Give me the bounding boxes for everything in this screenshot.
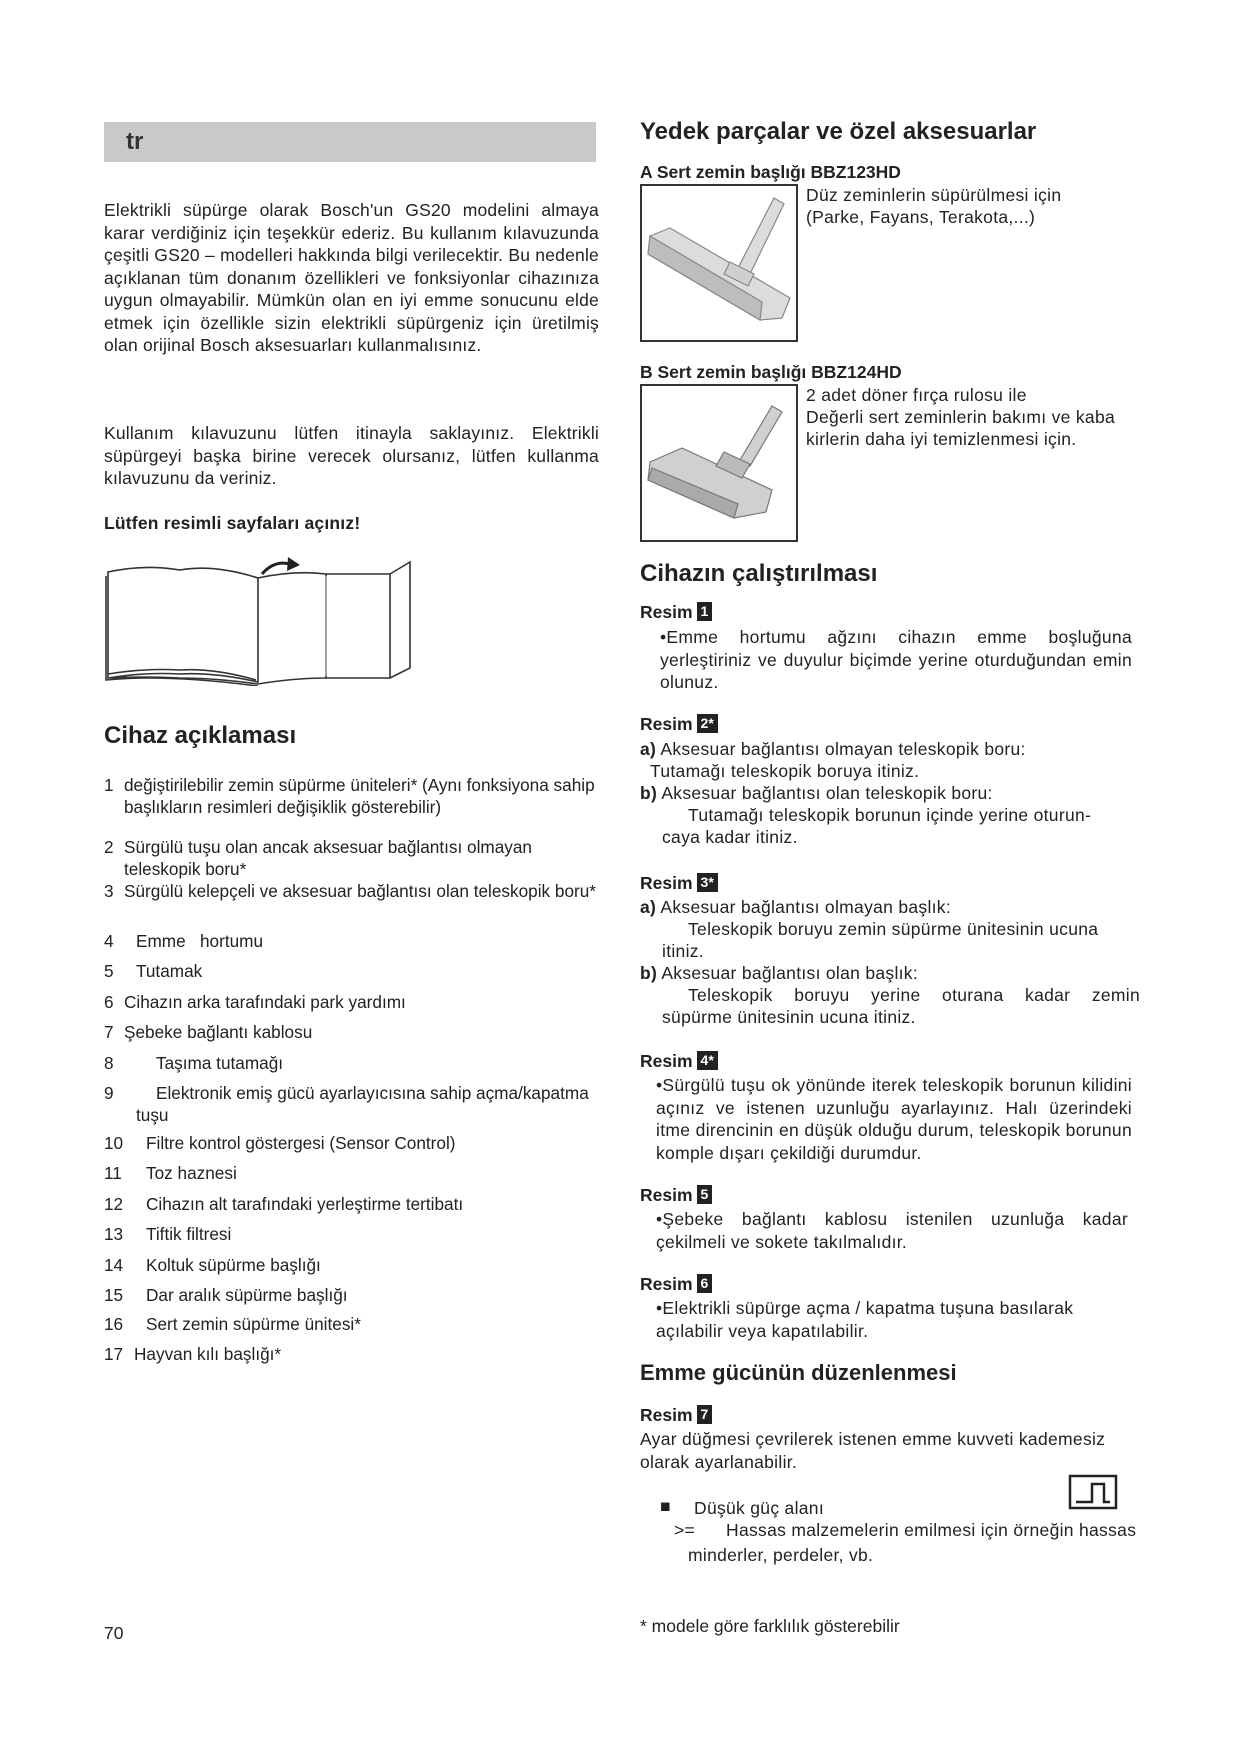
figure-reference-6: Resim 6	[640, 1274, 712, 1295]
figure-number-badge: 2*	[697, 714, 718, 733]
figure-3-b: b) Aksesuar bağlantısı olan başlık:	[640, 963, 919, 983]
low-power-detail-1: Hassas malzemelerin emilmesi için örneğin hassas	[726, 1520, 1137, 1540]
accessory-b-image	[640, 384, 798, 542]
section-title-operation: Cihazın çalıştırılması	[640, 560, 878, 587]
page-number: 70	[104, 1623, 124, 1643]
figure-reference-7: Resim 7	[640, 1405, 712, 1426]
accessory-a-line1: Düz zeminlerin süpürülmesi için	[806, 185, 1062, 205]
section-title-suction-power: Emme gücünün düzenlenmesi	[640, 1360, 957, 1385]
low-power-bullet: ■	[660, 1496, 671, 1516]
section-title-device-description: Cihaz açıklaması	[104, 722, 297, 749]
figure-reference-2: Resim 2*	[640, 714, 718, 735]
accessory-a-line2: (Parke, Fayans, Terakota,...)	[806, 207, 1036, 227]
accessory-b-line2: Değerli sert zeminlerin bakımı ve kaba	[806, 407, 1116, 427]
figure-3-a: a) Aksesuar bağlantısı olmayan başlık:	[640, 897, 952, 917]
figure-3-a-detail-2: itiniz.	[662, 941, 704, 961]
figure-reference-3: Resim 3*	[640, 873, 718, 894]
figure-7-text: Ayar düğmesi çevrilerek istenen emme kuvveti kademesiz olarak ayarlanabilir.	[640, 1429, 1106, 1472]
figure-reference-4: Resim 4*	[640, 1051, 718, 1072]
figure-3-b-detail-1: Teleskopik boruyu yerine oturana kadar zemin	[688, 985, 1140, 1005]
section-title-spare-parts: Yedek parçalar ve özel aksesuarlar	[640, 118, 1037, 145]
figure-2-b-detail-1: Tutamağı teleskopik borunun içinde yerine oturun-	[688, 805, 1092, 825]
language-tab	[104, 122, 596, 162]
figure-1-text: •Emme hortumu ağzını cihazın emme boşluğuna yerleştiriniz ve duyulur biçimde yerine oturduğundan emin olunuz.	[660, 627, 1132, 692]
figure-4-text: •Sürgülü tuşu ok yönünde iterek teleskopik borunun kilidini açınız ve istenen uzunluğu ayarlayınız. Halı üzerindeki itme direncinin en düşük olduğu durum, teleskopik borunun komple dışarı çekildiği durumdur.	[656, 1075, 1132, 1163]
open-pages-note: Lütfen resimli sayfaları açınız!	[104, 513, 361, 533]
figure-2-a: a) Aksesuar bağlantısı olmayan teleskopik boru:	[640, 739, 1026, 759]
intro-paragraph-1: Elektrikli süpürge olarak Bosch'un GS20 modelini almaya karar verdiğiniz için teşekkür ederiz. Bu kullanım kılavuzunda çeşitli GS20 – modelleri hakkında bilgi verilecektir. Bu nedenle açıklanan tüm donanım özellikleri ve fonksiyonlar cihazınıza uygun olmayabilir. Mümkün olan en iyi emme sonucunu elde etmek için özellikle sizin elektrikli süpürgeniz için üretilmiş olan orijinal Bosch aksesuarları kullanmalısınız.	[104, 200, 599, 355]
figure-3-a-detail-1: Teleskopik boruyu zemin süpürme ünitesinin ucuna	[688, 919, 1099, 939]
figure-number-badge: 6	[697, 1274, 713, 1293]
low-power-label: Düşük güç alanı	[694, 1498, 824, 1518]
accessory-a-heading: A Sert zemin başlığı BBZ123HD	[640, 162, 901, 182]
footnote: * modele göre farklılık gösterebilir	[640, 1616, 900, 1636]
language-code: tr	[126, 128, 144, 155]
accessory-b-line3: kirlerin daha iyi temizlenmesi için.	[806, 429, 1077, 449]
figure-number-badge: 4*	[697, 1051, 718, 1070]
figure-number-badge: 3*	[697, 873, 718, 892]
figure-reference-1: Resim 1	[640, 602, 712, 623]
figure-reference-5: Resim 5	[640, 1185, 712, 1206]
low-power-arrow: >=	[674, 1520, 696, 1540]
accessory-b-heading: B Sert zemin başlığı BBZ124HD	[640, 362, 902, 382]
low-power-symbol-icon	[1068, 1474, 1118, 1510]
figure-3-b-detail-2: süpürme ünitesinin ucuna itiniz.	[662, 1007, 916, 1027]
low-power-detail-2: minderler, perdeler, vb.	[688, 1545, 874, 1565]
figure-2-a-detail: Tutamağı teleskopik boruya itiniz.	[650, 761, 920, 781]
accessory-a-image	[640, 184, 798, 342]
accessory-b-line1: 2 adet döner fırça rulosu ile	[806, 385, 1027, 405]
figure-number-badge: 7	[697, 1405, 713, 1424]
figure-2-b: b) Aksesuar bağlantısı olan teleskopik boru:	[640, 783, 993, 803]
open-book-illustration	[104, 556, 424, 686]
figure-6-text: •Elektrikli süpürge açma / kapatma tuşuna basılarak açılabilir veya kapatılabilir.	[656, 1298, 1074, 1341]
figure-2-b-detail-2: caya kadar itiniz.	[662, 827, 798, 847]
figure-number-badge: 1	[697, 602, 713, 621]
figure-5-text: •Şebeke bağlantı kablosu istenilen uzunluğa kadar çekilmeli ve sokete takılmalıdır.	[656, 1209, 1128, 1252]
figure-number-badge: 5	[697, 1185, 713, 1204]
intro-paragraph-2: Kullanım kılavuzunu lütfen itinayla saklayınız. Elektrikli süpürgeyi başka birine verecek olursanız, lütfen kullanma kılavuzunu da veriniz.	[104, 423, 599, 488]
